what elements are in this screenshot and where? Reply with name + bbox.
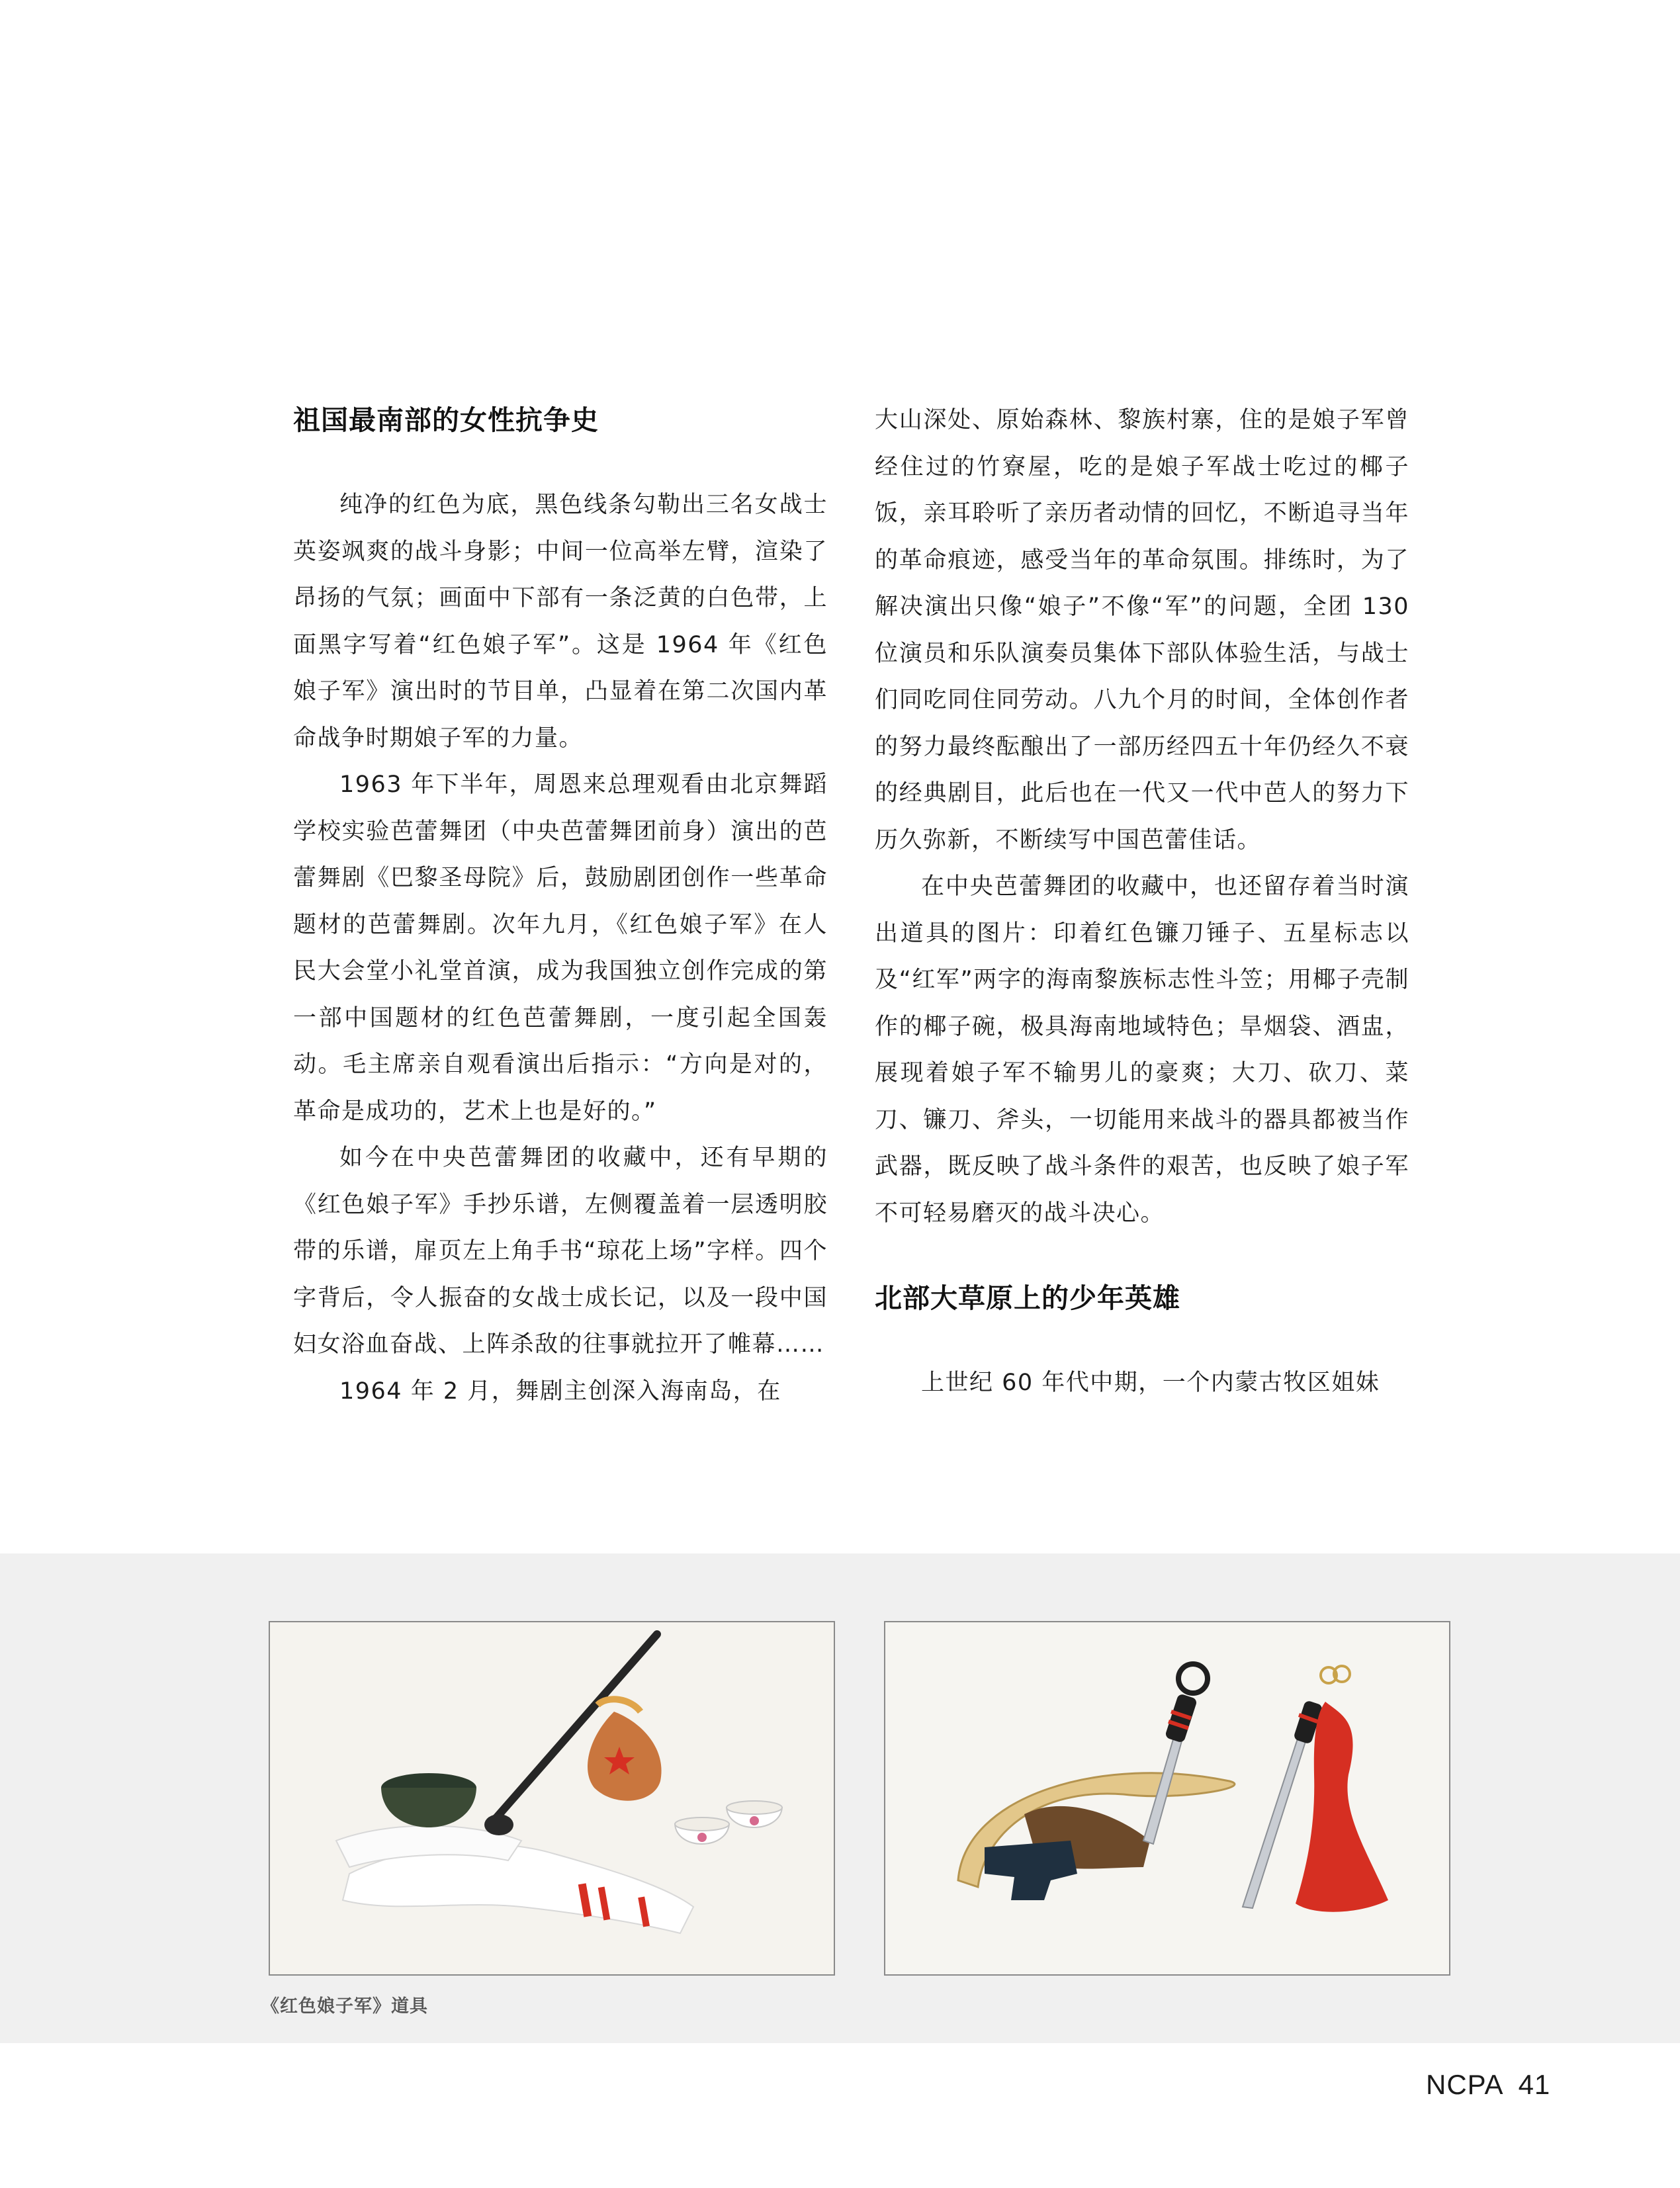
- page-number: 41: [1518, 2069, 1551, 2100]
- paragraph: 纯净的红色为底，黑色线条勾勒出三名女战士英姿飒爽的战斗身影；中间一位高举左臂，渲染了昂扬的气氛；画面中下部有一条泛黄的白色带，上面黑字写着“红色娘子军”。这是 1964 年《红色娘子军》演出时的节目单，凸显着在第二次国内革命战争时期娘子军的力量。: [293, 492, 828, 752]
- magazine-name: NCPA: [1426, 2069, 1504, 2100]
- photo-gallery: [0, 1553, 1680, 2043]
- figure-caption: 《红色娘子军》道具: [261, 1996, 428, 2017]
- props-photo-right: [884, 1621, 1450, 1976]
- props-photo-left: [269, 1621, 835, 1976]
- page-footer: [1426, 2069, 1565, 2101]
- paragraph-continued: 大山深处、原始森林、黎族村寨，住的是娘子军曾经住过的竹寮屋，吃的是娘子军战士吃过的椰子饭，亲耳聆听了亲历者动情的回忆，不断追寻当年的革命痕迹，感受当年的革命氛围。排练时，为了解决演出只像“娘子”不像“军”的问题，全团 130 位演员和乐队演奏员集体下部队体验生活，与战士们同吃同住同劳动。八九个月的时间，全体创作者的努力最终酝酿出了一部历经四五十年仍经久不衰的经典剧目，此后也在一代又一代中芭人的努力下历久弥新，不断续写中国芭蕾佳话。: [875, 407, 1409, 853]
- section-heading-south: 祖国最南部的女性抗争史: [293, 404, 599, 436]
- left-column: [293, 397, 828, 1415]
- paragraph: 在中央芭蕾舞团的收藏中，也还留存着当时演出道具的图片：印着红色镰刀锤子、五星标志以及“红军”两字的海南黎族标志性斗笠；用椰子壳制作的椰子碗，极具海南地域特色；旱烟袋、酒盅，展现着娘子军不输男儿的豪爽；大刀、砍刀、菜刀、镰刀、斧头，一切能用来战斗的器具都被当作武器，既反映了战斗条件的艰苦，也反映了娘子军不可轻易磨灭的战斗决心。: [875, 873, 1409, 1227]
- paragraph: 上世纪 60 年代中期，一个内蒙古牧区姐妹: [921, 1370, 1380, 1396]
- paragraph: 1964 年 2 月，舞剧主创深入海南岛，在: [339, 1378, 781, 1405]
- paragraph: 如今在中央芭蕾舞团的收藏中，还有早期的《红色娘子军》手抄乐谱，左侧覆盖着一层透明胶带的乐谱，扉页左上角手书“琼花上场”字样。四个字背后，令人振奋的女战士成长记，以及一段中国妇女浴血奋战、上阵杀敌的往事就拉开了帷幕……: [293, 1145, 828, 1358]
- paragraph: 1963 年下半年，周恩来总理观看由北京舞蹈学校实验芭蕾舞团（中央芭蕾舞团前身）演出的芭蕾舞剧《巴黎圣母院》后，鼓励剧团创作一些革命题材的芭蕾舞剧。次年九月，《红色娘子军》在人民大会堂小礼堂首演，成为我国独立创作完成的第一部中国题材的红色芭蕾舞剧，一度引起全国轰动。毛主席亲自观看演出后指示：“方向是对的，革命是成功的，艺术上也是好的。”: [293, 771, 828, 1125]
- section-heading-north: 北部大草原上的少年英雄: [875, 1282, 1180, 1314]
- right-column: [875, 397, 1409, 1407]
